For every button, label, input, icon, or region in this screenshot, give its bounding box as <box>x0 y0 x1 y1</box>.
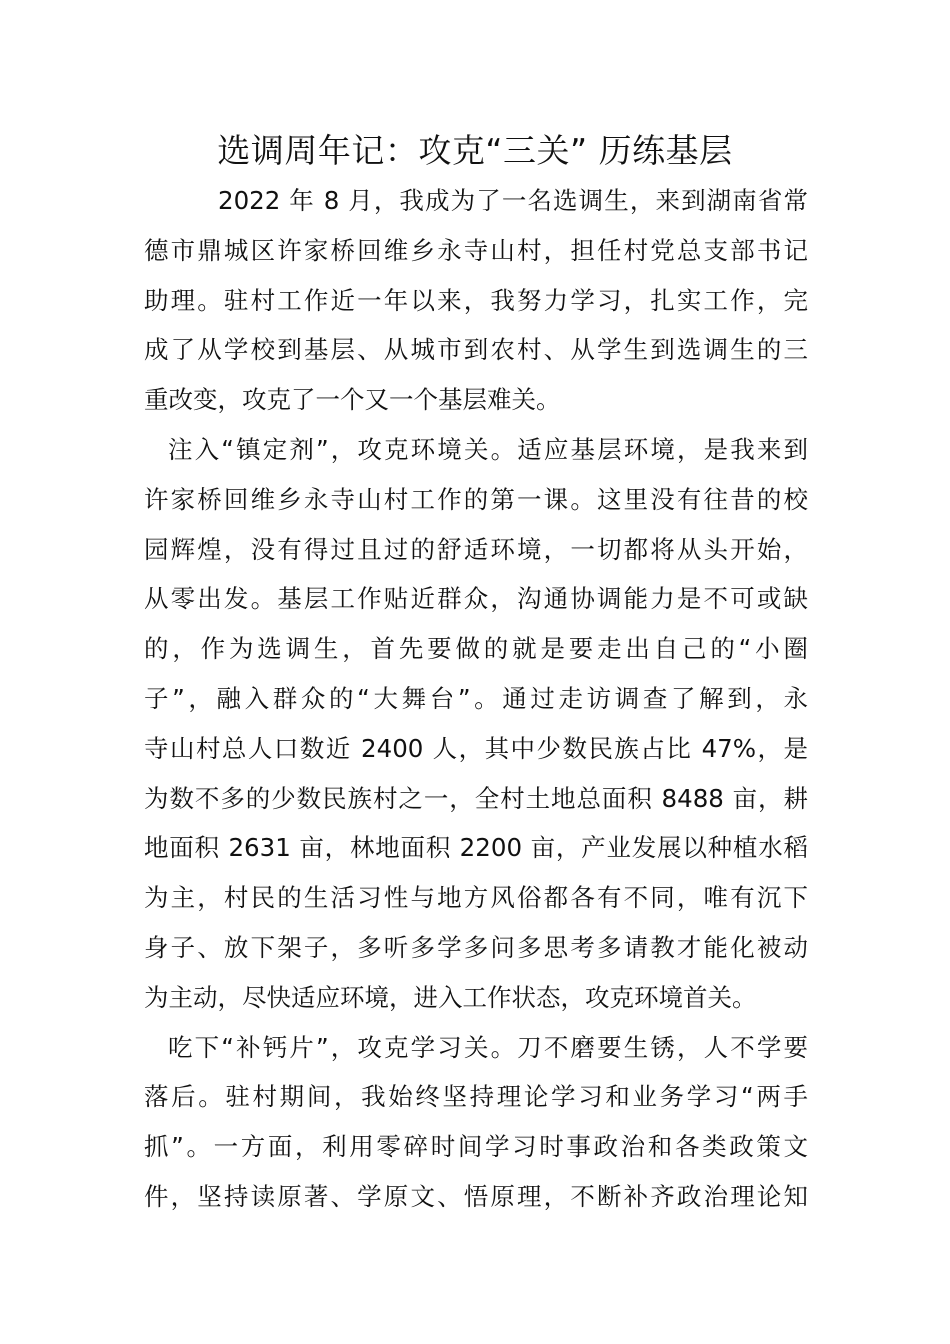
text-line: 注入“镇定剂”，攻克环境关。适应基层环境，是我来到 <box>168 434 808 464</box>
text-line: 为数不多的少数民族村之一，全村土地总面积 8488 亩，耕 <box>144 783 808 813</box>
text-line: 成了从学校到基层、从城市到农村、从学生到选调生的三 <box>144 335 808 365</box>
paragraph-2 <box>144 425 808 1023</box>
text-line: 子”，融入群众的“大舞台”。通过走访调查了解到，永 <box>144 683 808 713</box>
text-line: 身子、放下架子，多听多学多问多思考多请教才能化被动 <box>144 932 808 962</box>
text-line: 为主，村民的生活习性与地方风俗都各有不同，唯有沉下 <box>144 883 808 913</box>
text-line: 德市鼎城区许家桥回维乡永寺山村，担任村党总支部书记 <box>144 235 808 265</box>
text-line: 寺山村总人口数近 2400 人，其中少数民族占比 47%，是 <box>144 733 808 763</box>
text-line: 吃下“补钙片”，攻克学习关。刀不磨要生锈，人不学要 <box>168 1032 808 1062</box>
text-line: 2022 年 8 月，我成为了一名选调生，来到湖南省常 <box>218 186 808 215</box>
text-line: 落后。驻村期间，我始终坚持理论学习和业务学习“两手 <box>144 1082 808 1112</box>
text-line: 助理。驻村工作近一年以来，我努力学习，扎实工作，完 <box>144 285 808 315</box>
paragraph-1 <box>144 176 808 425</box>
text-line: 从零出发。基层工作贴近群众，沟通协调能力是不可或缺 <box>144 584 808 614</box>
text-line: 为主动，尽快适应环境，进入工作状态，攻克环境首关。 <box>144 982 757 1012</box>
paragraph-3 <box>144 1023 808 1222</box>
document-body <box>144 176 808 1222</box>
text-line: 抓”。一方面，利用零碎时间学习时事政治和各类政策文 <box>144 1132 808 1162</box>
text-line: 地面积 2631 亩，林地面积 2200 亩，产业发展以种植水稻 <box>144 833 808 863</box>
text-line: 的，作为选调生，首先要做的就是要走出自己的“小圈 <box>144 634 808 664</box>
document-title: 选调周年记：攻克“三关” 历练基层 <box>217 131 733 170</box>
text-line: 件，坚持读原著、学原文、悟原理，不断补齐政治理论知 <box>144 1181 808 1211</box>
text-line: 重改变，攻克了一个又一个基层难关。 <box>144 385 561 415</box>
text-line: 许家桥回维乡永寺山村工作的第一课。这里没有往昔的校 <box>144 484 808 514</box>
text-line: 园辉煌，没有得过且过的舒适环境，一切都将从头开始， <box>144 534 808 564</box>
